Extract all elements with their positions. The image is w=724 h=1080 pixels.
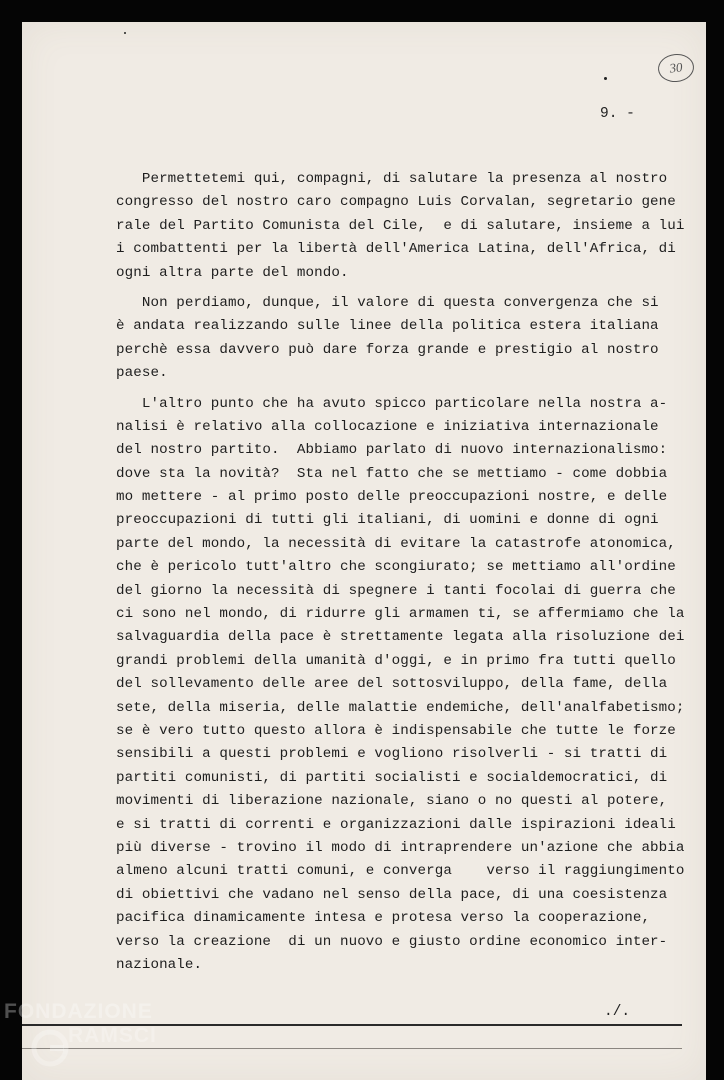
text-line: sete, della miseria, delle malattie endemiche, dell'analfabetismo; [116,699,685,716]
text-line: paese. [116,365,168,382]
paragraph-gap [116,386,636,393]
text-line: salvaguardia della pace è strettamente legata alla risoluzione dei [116,629,685,646]
text-line: del giorno la necessità di spegnere i tanti focolai di guerra che [116,582,676,599]
text-line: del sollevamento delle aree del sottosviluppo, della fame, della [116,676,668,693]
text-line: che è pericolo tutt'altro che scongiurato; se mettiamo all'ordine [116,559,676,576]
text-line: partiti comunisti, di partiti socialisti e socialdemocratici, di [116,769,668,786]
text-line: mo mettere - al primo posto delle preoccupazioni nostre, e delle [116,489,668,506]
text-line: più diverse - trovino il modo di intraprendere un'azione che abbia [116,839,685,856]
continuation-mark: ./. [604,1004,631,1020]
text-line: ogni altra parte del mondo. [116,264,349,281]
text-line: nalisi è relativo alla collocazione e iniziativa internazionale [116,418,659,435]
document-page [22,22,706,1080]
paragraph-gap [116,285,636,292]
text-line: se è vero tutto questo allora è indispensabile che tutte le forze [116,722,676,739]
text-line: preoccupazioni di tutti gli italiani, di uomini e donne di ogni [116,512,659,529]
text-line: parte del mondo, la necessità di evitare la catastrofe atonomica, [116,535,676,552]
text-line: dove sta la novità? Sta nel fatto che se mettiamo - come dobbia [116,465,668,482]
fondazione-logo-icon [30,1028,70,1068]
watermark-line1: FONDAZIONE [4,1000,153,1023]
text-line: congresso del nostro caro compagno Luis Corvalan, segretario gene [116,194,676,211]
page-edge-line [22,1048,682,1049]
text-line: pacifica dinamicamente intesa e protesa verso la cooperazione, [116,910,651,927]
text-line: grandi problemi della umanità d'oggi, e in primo fra tutti quello [116,652,676,669]
text-line: ci sono nel mondo, di ridurre gli armamen ti, se affermiamo che la [116,606,685,623]
ink-speck [124,32,126,34]
text-line: e si tratti di correnti e organizzazioni dalle ispirazioni ideali [116,816,676,833]
text-line: rale del Partito Comunista del Cile, e di salutare, insieme a lui [116,217,685,234]
page-number: 9. - [600,106,635,122]
text-line: movimenti di liberazione nazionale, siano o no questi al potere, [116,793,668,810]
text-line: almeno alcuni tratti comuni, e converga verso il raggiungimento [116,863,685,880]
text-line: Non perdiamo, dunque, il valore di questa convergenza che si [116,294,659,311]
text-line: L'altro punto che ha avuto spicco particolare nella nostra a- [116,395,668,412]
text-line: sensibili a questi problemi e vogliono risolverli - si tratti di [116,746,668,763]
text-line: nazionale. [116,956,203,973]
text-line: verso la creazione di un nuovo e giusto ordine economico inter- [116,933,668,950]
ink-speck [604,77,607,80]
archive-number-stamp: 30 [657,52,696,84]
text-line: perchè essa davvero può dare forza grande e prestigio al nostro [116,341,659,358]
text-line: del nostro partito. Abbiamo parlato di nuovo internazionalismo: [116,442,668,459]
text-line: è andata realizzando sulle linee della politica estera italiana [116,318,659,335]
text-line: Permettetemi qui, compagni, di salutare la presenza al nostro [116,171,668,187]
document-body [116,168,685,977]
text-line: di obiettivi che vadano nel senso della pace, di una coesistenza [116,886,668,903]
watermark-line2: RAMSCI [68,1024,157,1047]
text-line: i combattenti per la libertà dell'America Latina, dell'Africa, di [116,241,676,258]
